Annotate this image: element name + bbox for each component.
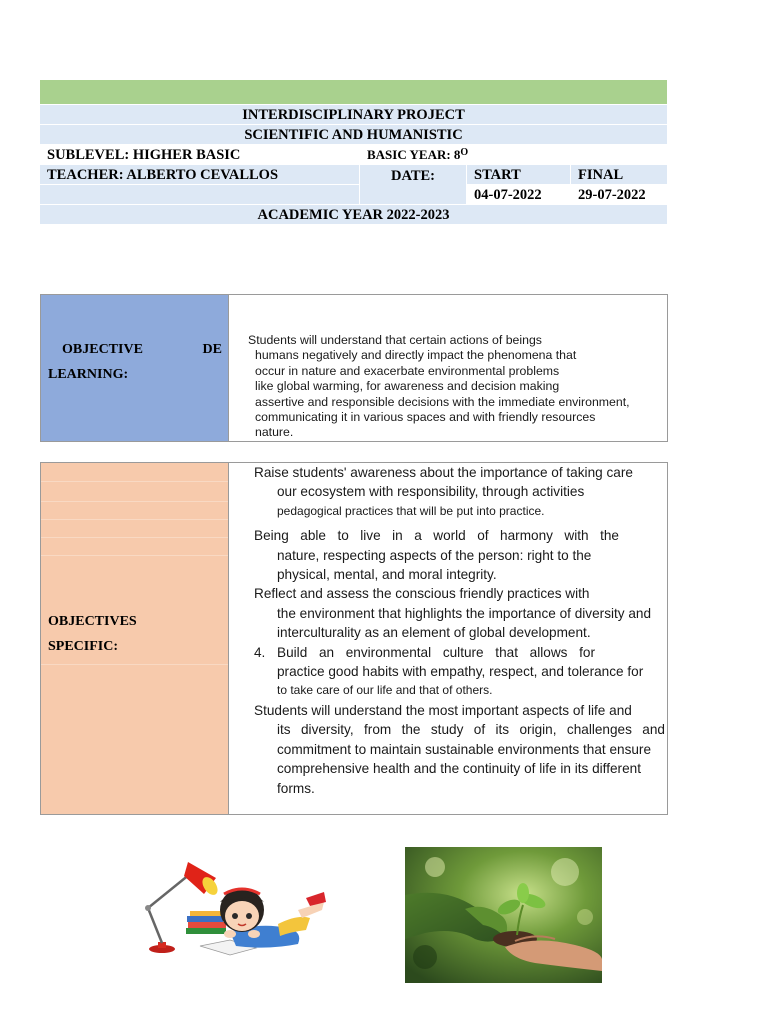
final-label-cell: FINAL [571, 165, 668, 185]
learning-objective-line: Students will understand that certain actions of beings [248, 333, 542, 347]
basic-year-superscript: O [460, 146, 469, 158]
academic-year: ACADEMIC YEAR 2022-2023 [40, 205, 668, 225]
teacher-cell-continued [40, 185, 360, 205]
specific-objectives-label: OBJECTIVES SPECIFIC: [41, 463, 229, 815]
start-date-cell: 04-07-2022 [467, 185, 571, 205]
learning-objective-label: OBJECTIVE DE LEARNING: [41, 295, 229, 442]
project-subtitle: SCIENTIFIC AND HUMANISTIC [40, 125, 668, 145]
basic-year-cell: BASIC YEAR: $8^O$ [360, 145, 668, 165]
project-header-table [39, 79, 668, 225]
project-title: INTERDISCIPLINARY PROJECT [40, 105, 668, 125]
learning-objective-table [40, 294, 668, 442]
teacher-cell: TEACHER: ALBERTO CEVALLOS [40, 165, 360, 185]
objective-item: Being able to live in a world of harmony with the nature, respecting aspects of the person: right to the physical, mental, and moral integrity. [254, 528, 619, 583]
learning-objective-text: Students will understand that certain actions of beings humans negatively and directly impact the phenomena that occur in nature and exacerbate environmental problems like global warming, for awareness and decision making assertive and responsible decisions with the immediate environment, communicating it in various spaces and with friendly resources nature. [229, 295, 668, 442]
objective-item: Reflect and assess the conscious friendly practices with the environment that highlights the importance of diversity and interculturality as an element of global development. [254, 586, 652, 641]
girl-reading-illustration [138, 858, 326, 958]
final-date-cell: 29-07-2022 [571, 185, 668, 205]
specific-objectives-text [229, 463, 668, 815]
objective-item: Raise students' awareness about the importance of taking care our ecosystem with responsibility, through activities pedagogical practices that will be put into practice. [254, 465, 633, 518]
sublevel-cell: SUBLEVEL: HIGHER BASIC [40, 145, 360, 165]
objective-item: 4. Build an environmental culture that allows for practice good habits with empathy, respect, and tolerance for to take care of our life and that of others. [254, 644, 644, 698]
specific-objectives-table [40, 462, 668, 815]
date-label-cell: DATE: [360, 165, 467, 205]
header-green-band [40, 80, 668, 105]
seedling-hands-photo [405, 847, 602, 983]
objective-item: Students will understand the most important aspects of life and its diversity, from the study of its origin, challenges and commitment to maintain sustainable environments that ensure comprehensive health and the continuity of life in its different forms. [254, 702, 665, 796]
start-label-cell: START [467, 165, 571, 185]
